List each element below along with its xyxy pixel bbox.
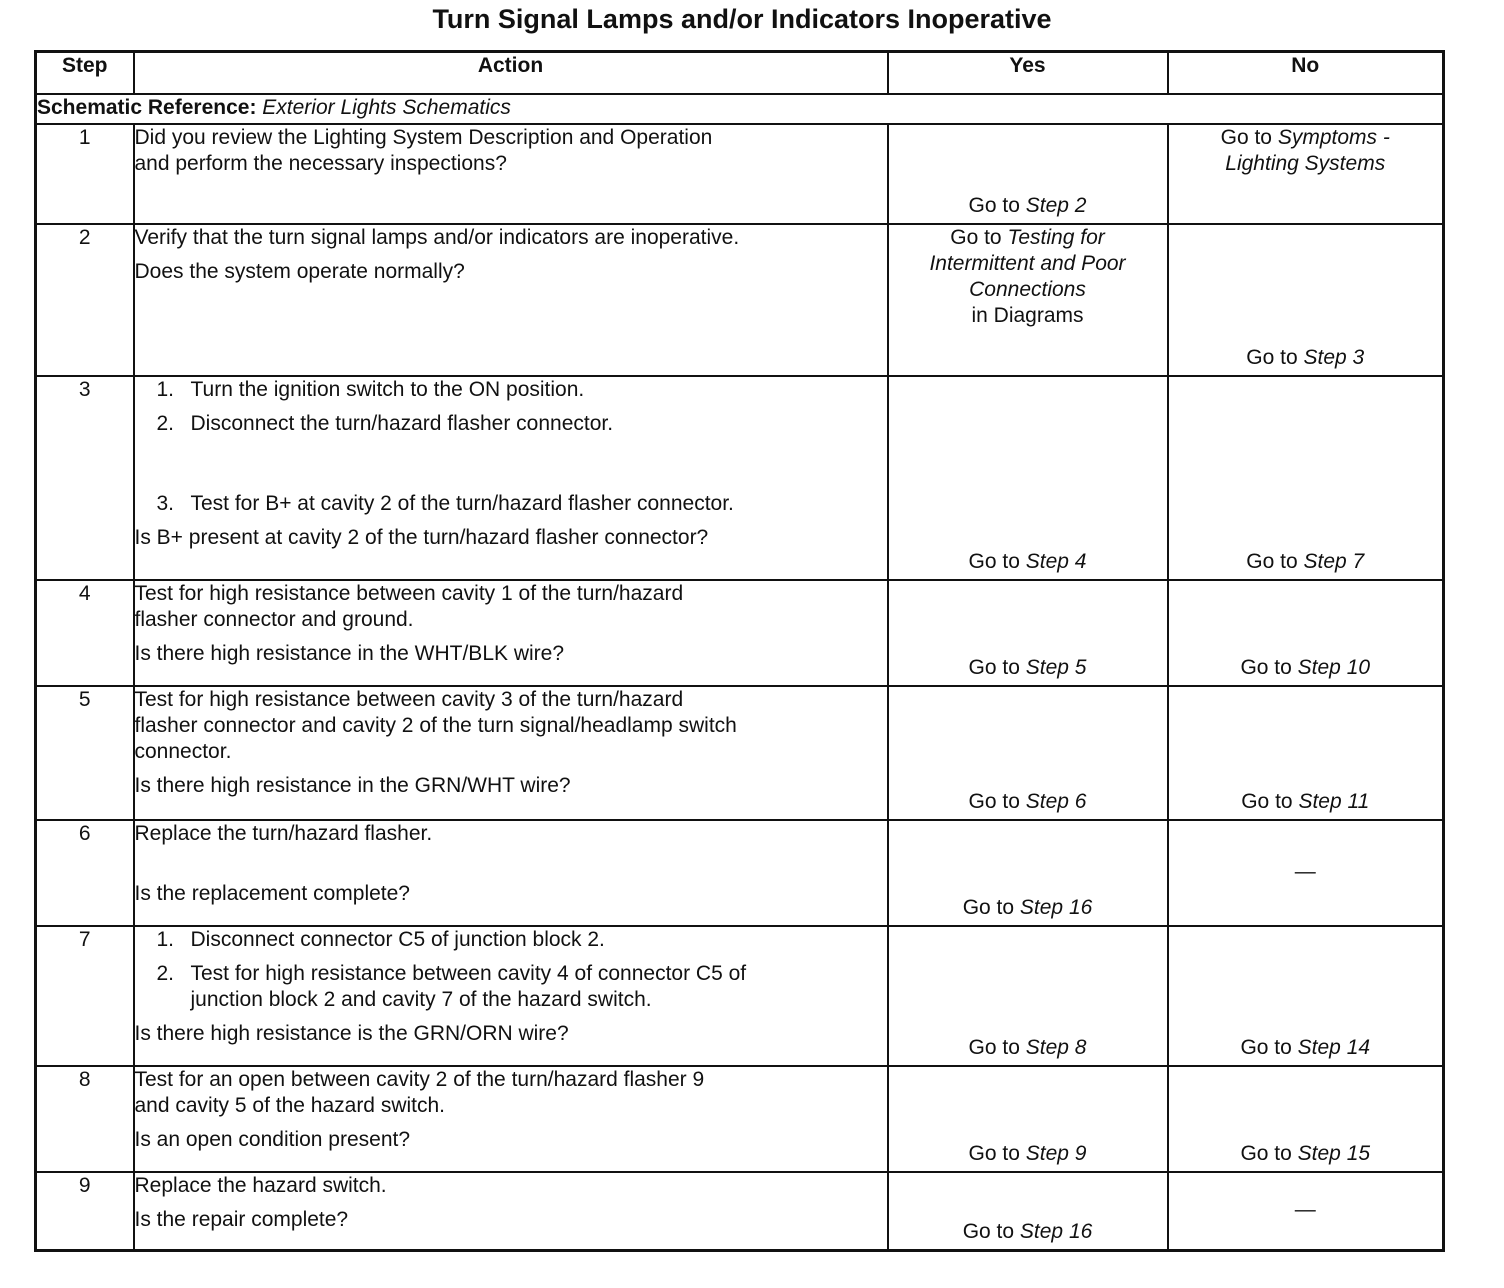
action-text: Test for an open between cavity 2 of the turn/hazard flasher 9 — [134, 1068, 705, 1091]
diagnostic-table — [34, 50, 1445, 1252]
table-row — [36, 926, 1444, 1066]
table-row — [36, 224, 1444, 376]
header-no: No — [1168, 52, 1444, 95]
page-title: Turn Signal Lamps and/or Indicators Inoperative — [432, 4, 1052, 34]
go-to-label: Go to — [962, 1219, 1015, 1243]
no-cell — [1168, 580, 1444, 686]
yes-link[interactable]: Connections — [969, 278, 1086, 301]
yes-cell — [888, 926, 1168, 1066]
yes-suffix: in Diagrams — [971, 304, 1084, 327]
action-text: connector. — [134, 740, 232, 763]
action-list — [135, 927, 887, 1013]
step-number: 8 — [36, 1066, 134, 1172]
step-number: 2 — [36, 224, 134, 376]
action-text: Test for high resistance between cavity 1 of the turn/hazard — [134, 582, 684, 605]
list-item: 1. Turn the ignition switch to the ON position. — [156, 378, 585, 401]
yes-cell — [888, 224, 1168, 376]
action-cell — [134, 1172, 888, 1250]
step-number: 1 — [36, 124, 134, 224]
step-number: 6 — [36, 820, 134, 926]
go-to-label: Go to — [1240, 1142, 1292, 1165]
action-cell — [134, 686, 888, 820]
action-cell — [134, 580, 888, 686]
no-link[interactable]: Step 11 — [1298, 790, 1370, 813]
schematic-reference — [36, 94, 1444, 124]
go-to-label: Go to — [968, 656, 1020, 679]
action-text: Test for high resistance between cavity 3 of the turn/hazard — [134, 688, 684, 711]
action-text: Replace the hazard switch. — [134, 1174, 387, 1197]
list-item: 2. Disconnect the turn/hazard flasher connector. — [156, 412, 614, 435]
action-cell — [134, 124, 888, 224]
yes-link[interactable]: Step 6 — [1025, 790, 1087, 813]
yes-cell — [888, 376, 1168, 580]
table-row — [36, 1172, 1444, 1250]
go-to-label: Go to — [968, 1036, 1020, 1059]
question-text: Is there high resistance in the GRN/WHT wire? — [134, 774, 571, 797]
yes-link[interactable]: Step 4 — [1025, 550, 1087, 573]
no-link[interactable]: Step 15 — [1297, 1142, 1371, 1165]
table-row — [36, 580, 1444, 686]
no-link[interactable]: Step 10 — [1297, 656, 1371, 679]
action-cell — [134, 224, 888, 376]
no-cell — [1168, 926, 1444, 1066]
no-link[interactable]: Lighting Systems — [1225, 152, 1386, 175]
go-to-label: Go to — [950, 226, 1002, 249]
no-link[interactable]: Step 3 — [1303, 346, 1365, 369]
go-to-label: Go to — [968, 790, 1020, 813]
action-text: flasher connector and ground. — [134, 608, 414, 631]
yes-cell — [888, 124, 1168, 224]
action-text: Did you review the Lighting System Description and Operation — [134, 126, 713, 149]
question-text: Is the replacement complete? — [134, 882, 410, 905]
action-text: Replace the turn/hazard flasher. — [134, 822, 433, 845]
question-text: Does the system operate normally? — [134, 260, 465, 283]
yes-link[interactable]: Step 5 — [1025, 656, 1087, 679]
list-item: 3. Test for B+ at cavity 2 of the turn/hazard flasher connector. — [156, 492, 734, 515]
action-cell — [134, 820, 888, 926]
go-to-label: Go to — [962, 896, 1015, 919]
no-link[interactable]: Symptoms - — [1277, 126, 1390, 149]
yes-link[interactable]: Step 9 — [1025, 1142, 1087, 1165]
yes-cell — [888, 686, 1168, 820]
header-action: Action — [134, 52, 888, 95]
header-step: Step — [36, 52, 134, 95]
table-row — [36, 686, 1444, 820]
no-cell — [1168, 1066, 1444, 1172]
table-row — [36, 820, 1444, 926]
yes-cell — [888, 1066, 1168, 1172]
no-link[interactable]: Step 7 — [1303, 550, 1365, 573]
go-to-label: Go to — [968, 550, 1020, 573]
question-text: Is an open condition present? — [134, 1128, 411, 1151]
step-number: 7 — [36, 926, 134, 1066]
action-text: and perform the necessary inspections? — [134, 152, 507, 175]
yes-link[interactable]: Step 2 — [1025, 194, 1087, 217]
go-to-label: Go to — [968, 194, 1020, 217]
table-row — [36, 376, 1444, 580]
go-to-label: Go to — [1241, 790, 1293, 813]
no-cell — [1168, 124, 1444, 224]
table-row — [36, 1066, 1444, 1172]
yes-link[interactable]: Step 16 — [1019, 1219, 1093, 1243]
schematic-reference-row — [36, 94, 1444, 124]
go-to-label: Go to — [1240, 656, 1292, 679]
no-cell — [1168, 820, 1444, 926]
no-link[interactable]: Step 14 — [1297, 1036, 1371, 1059]
question-text: Is there high resistance in the WHT/BLK wire? — [134, 642, 565, 665]
no-cell — [1168, 686, 1444, 820]
list-item: 1. Disconnect connector C5 of junction block 2. — [156, 928, 605, 951]
go-to-label: Go to — [1220, 126, 1272, 149]
header-row — [36, 52, 1444, 95]
no-cell — [1168, 224, 1444, 376]
action-list — [135, 377, 887, 517]
question-text: Is the repair complete? — [134, 1208, 349, 1231]
action-text: and cavity 5 of the hazard switch. — [134, 1094, 445, 1117]
action-cell — [134, 926, 888, 1066]
no-cell — [1168, 376, 1444, 580]
header-yes: Yes — [888, 52, 1168, 95]
list-item: 2. Test for high resistance between cavity 4 of connector C5 of junction block 2 and cavity 7 of the hazard switch. — [156, 962, 747, 1011]
action-cell — [134, 376, 888, 580]
go-to-label: Go to — [1246, 550, 1298, 573]
yes-cell — [888, 580, 1168, 686]
schematic-reference-link[interactable]: Exterior Lights Schematics — [262, 96, 511, 119]
question-text: Is there high resistance is the GRN/ORN wire? — [134, 1022, 569, 1045]
step-number: 4 — [36, 580, 134, 686]
yes-cell — [888, 820, 1168, 926]
no-cell — [1168, 1172, 1444, 1250]
no-dash: — — [1294, 860, 1316, 883]
go-to-label: Go to — [1246, 346, 1298, 369]
action-cell — [134, 1066, 888, 1172]
yes-link[interactable]: Step 16 — [1019, 896, 1093, 919]
action-text: flasher connector and cavity 2 of the turn signal/headlamp switch — [134, 714, 737, 737]
yes-link[interactable]: Intermittent and Poor — [929, 252, 1126, 275]
go-to-label: Go to — [1240, 1036, 1292, 1059]
step-number: 3 — [36, 376, 134, 580]
action-text: Verify that the turn signal lamps and/or indicators are inoperative. — [134, 226, 740, 249]
question-text: Is B+ present at cavity 2 of the turn/hazard flasher connector? — [134, 526, 709, 549]
yes-cell — [888, 1172, 1168, 1250]
step-number: 5 — [36, 686, 134, 820]
no-dash: — — [1294, 1197, 1316, 1221]
schematic-reference-label: Schematic Reference: — [37, 96, 257, 119]
step-number: 9 — [36, 1172, 134, 1250]
go-to-label: Go to — [968, 1142, 1020, 1165]
yes-link[interactable]: Step 8 — [1025, 1036, 1087, 1059]
table-row — [36, 124, 1444, 224]
yes-link[interactable]: Testing for — [1007, 226, 1105, 249]
